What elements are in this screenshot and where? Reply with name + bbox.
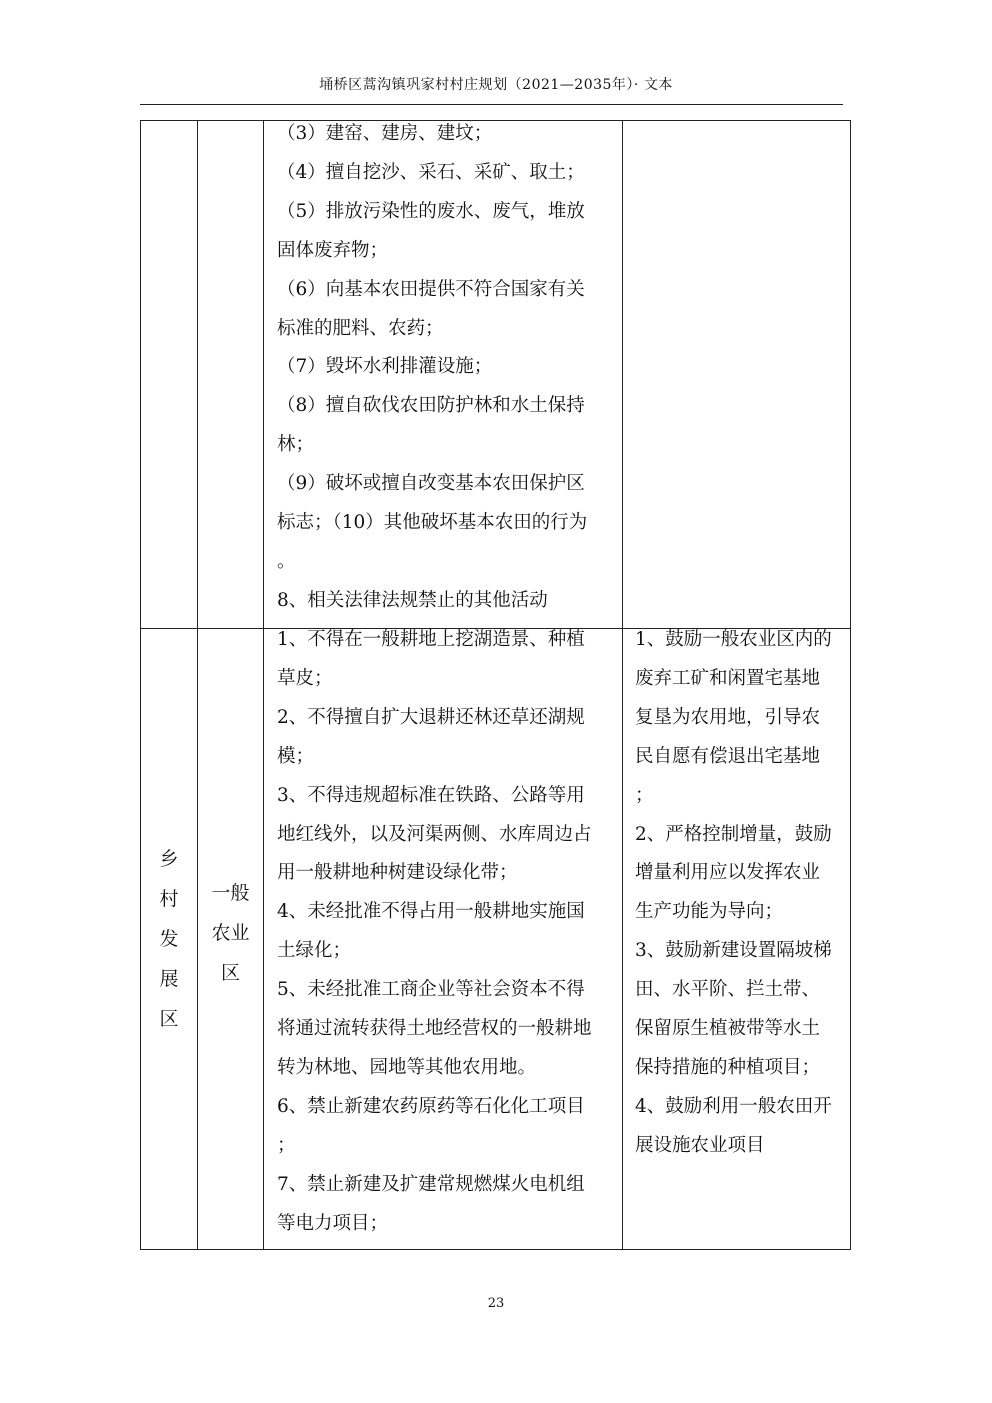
encouragement-line: 保留原生植被带等水土 (635, 1018, 821, 1040)
regulation-table (140, 120, 851, 1250)
restriction-line: ； (277, 1134, 296, 1156)
restriction-line: 3、不得违规超标准在铁路、公路等用 (277, 784, 585, 806)
top-row-prohibitions-cell (271, 115, 625, 621)
encouragement-line: 复垦为农用地，引导农 (635, 706, 821, 728)
restriction-line: 将通过流转获得土地经营权的一般耕地 (277, 1018, 592, 1040)
encouragement-line: 3、鼓励新建设置隔坡梯 (635, 940, 832, 962)
encouragement-line: 4、鼓励利用一般农田开 (635, 1095, 832, 1117)
page-number: 23 (487, 1296, 505, 1311)
encouragement-line: 增量利用应以发挥农业 (635, 862, 821, 884)
restriction-line: 等电力项目； (277, 1212, 389, 1234)
top-row-line: （3）建窑、建房、建坟； (277, 123, 493, 144)
restriction-line: 2、不得擅自扩大退耕还林还草还湖规 (277, 706, 585, 728)
restriction-line: 用一般耕地种树建设绿化带； (277, 862, 518, 884)
restriction-line: 土绿化； (277, 940, 352, 962)
top-row-line: 。 (277, 550, 296, 572)
encouragement-line: 展设施农业项目 (635, 1134, 765, 1156)
encouragement-line: 田、水平阶、拦土带、 (635, 979, 821, 1001)
restriction-line: 1、不得在一般耕地上挖湖造景、种植 (277, 629, 585, 650)
restriction-line: 草皮； (277, 667, 333, 689)
top-row-line: 标志；（10）其他破坏基本农田的行为 (277, 512, 588, 534)
subzone-name-line: 区 (220, 962, 240, 984)
top-row-line: 8、相关法律法规禁止的其他活动 (277, 589, 548, 611)
encouragement-line: 2、严格控制增量，鼓励 (635, 823, 832, 845)
encouragement-line: 保持措施的种植项目； (635, 1056, 821, 1078)
top-row-line: （4）擅自挖沙、采石、采矿、取土； (277, 161, 585, 183)
header-rule (140, 104, 843, 105)
top-row-line: （5）排放污染性的废水、废气，堆放 (277, 200, 585, 222)
encouragement-line: 1、鼓励一般农业区内的 (635, 629, 832, 650)
page-header: 埇桥区蒿沟镇巩家村村庄规划（2021—2035年）· 文本 (319, 77, 673, 93)
encouragement-line: 生产功能为导向； (635, 901, 784, 923)
restriction-line: 6、禁止新建农药原药等石化化工项目 (277, 1095, 585, 1117)
subzone-name-line: 农业 (211, 922, 250, 944)
top-row-line: （6）向基本农田提供不符合国家有关 (277, 278, 585, 300)
zone-name-char: 发 (159, 928, 179, 950)
restriction-line: 4、未经批准不得占用一般耕地实施国 (277, 901, 585, 923)
zone-name-char: 区 (159, 1008, 179, 1030)
column-divider-2 (263, 121, 264, 1249)
zone-name-char: 乡 (159, 848, 179, 870)
restriction-line: 模； (277, 745, 315, 767)
top-row-line: （9）破坏或擅自改变基本农田保护区 (277, 473, 585, 495)
top-row-line: 林； (277, 434, 315, 456)
restriction-line: 5、未经批准工商企业等社会资本不得 (277, 979, 585, 1001)
restriction-line: 7、禁止新建及扩建常规燃煤火电机组 (277, 1173, 585, 1195)
restriction-line: 转为林地、园地等其他农用地。 (277, 1056, 537, 1078)
subzone-name-line: 一般 (211, 882, 250, 904)
bottom-row-encouragements-cell (629, 621, 851, 1166)
bottom-row-restrictions-cell (271, 621, 625, 1244)
top-row-line: （8）擅自砍伐农田防护林和水土保持 (277, 395, 585, 417)
zone-name-char: 村 (159, 888, 179, 910)
top-row-line: 固体废弃物； (277, 239, 389, 261)
encouragement-line: ； (635, 784, 654, 806)
zone-name-char: 展 (159, 968, 179, 990)
top-row-line: 标准的肥料、农药； (277, 317, 444, 339)
restriction-line: 地红线外，以及河渠两侧、水库周边占 (277, 823, 592, 845)
zone-name-cell (141, 839, 197, 1039)
encouragement-line: 废弃工矿和闲置宅基地 (635, 667, 821, 689)
column-divider-1 (197, 121, 198, 1249)
encouragement-line: 民自愿有偿退出宅基地 (635, 745, 821, 767)
top-row-line: （7）毁坏水利排灌设施； (277, 356, 493, 378)
subzone-name-cell (198, 873, 263, 993)
